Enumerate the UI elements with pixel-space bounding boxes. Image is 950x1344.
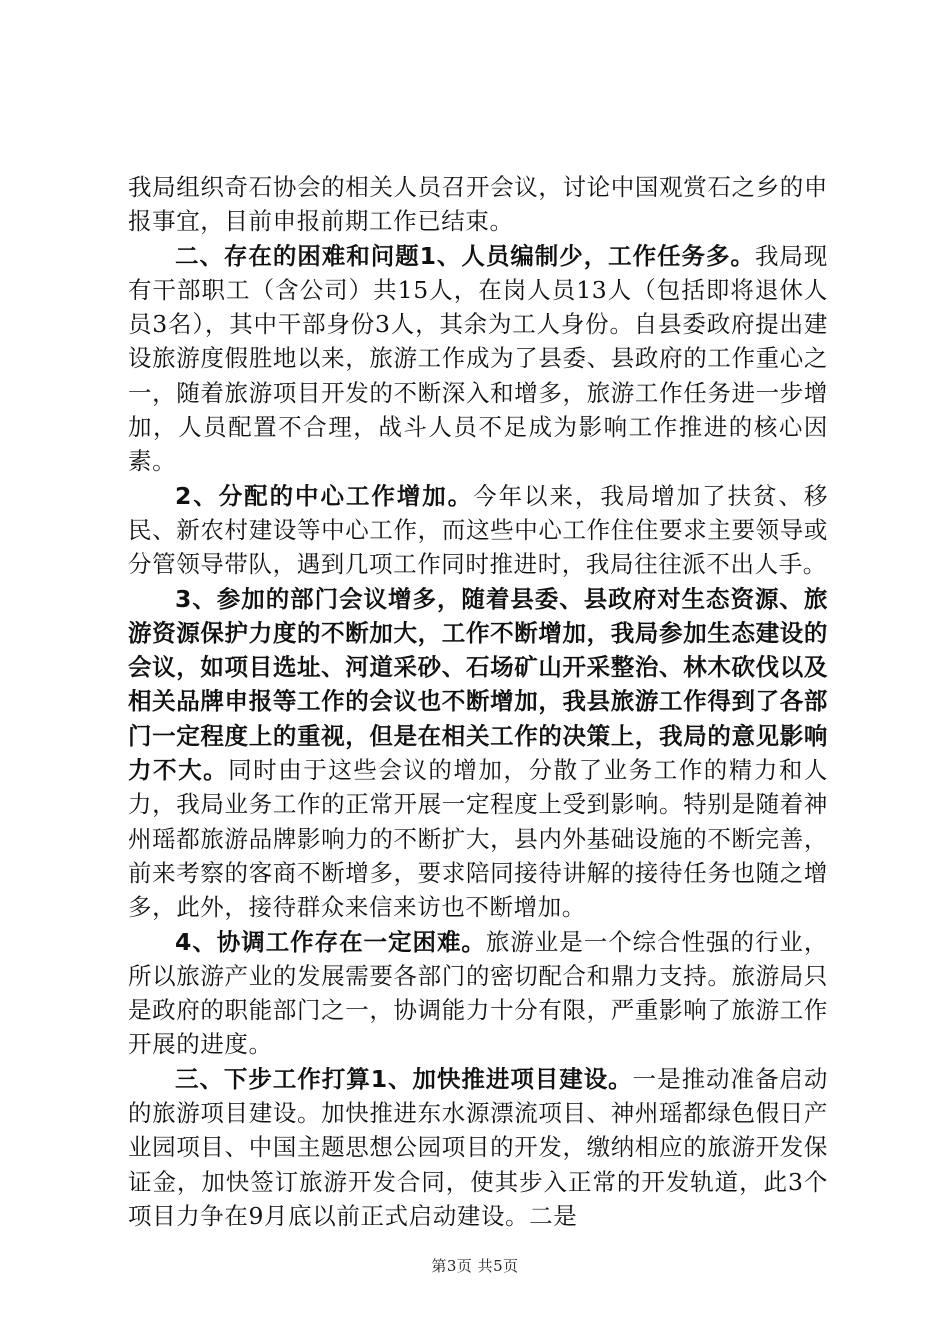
text-run: 我局现有干部职工（含公司）共15人，在岗人员13人（包括即将退休人员3名），其中干部身份3人，其余为工人身份。自县委政府提出建设旅游度假胜地以来，旅游工作成为了县委、县政府的工作重心之一，随着旅游项目开发的不断深入和增多，旅游工作任务进一步增加，人员配置不合理，战斗人员不足成为影响工作推进的核心因素。 xyxy=(128,241,828,476)
paragraph-coordination xyxy=(128,925,828,1062)
text-run: 同时由于这些会议的增加，分散了业务工作的精力和人力，我局业务工作的正常开展一定程度上受到影响。特别是随着神州瑶都旅游品牌影响力的不断扩大，县内外基础设施的不断完善，前来考察的客商不断增多，要求陪同接待讲解的接待任务也随之增多，此外，接待群众来信来访也不断增加。 xyxy=(128,756,828,922)
page-number-footer: 第3页 共5页 xyxy=(431,1257,519,1275)
heading-run: 4、协调工作存在一定困难。 xyxy=(175,927,486,956)
heading-run: 二、存在的困难和问题1、人员编制少，工作任务多。 xyxy=(175,241,755,270)
text-run: 我局组织奇石协会的相关人员召开会议，讨论中国观赏石之乡的申报事宜，目前申报前期工作已结束。 xyxy=(128,173,828,236)
document-body xyxy=(128,170,828,1233)
text-run: 一是推动准备启动的旅游项目建设。加快推进东水源漂流项目、神州瑶都绿色假日产业园项目、中国主题思想公园项目的开发，缴纳相应的旅游开发保证金，加快签订旅游开发合同，使其步入正常的开发轨道，此3个项目力争在9月底以前正式启动建设。二是 xyxy=(128,1064,828,1230)
paragraph-central-work xyxy=(128,479,828,582)
paragraph-next-steps xyxy=(128,1062,828,1233)
text-run: 今年以来，我局增加了扶贫、移民、新农村建设等中心工作，而这些中心工作住住要求主要领导或分管领导带队，遇到几项工作同时推进时，我局往往派不出人手。 xyxy=(128,481,828,579)
text-run: 旅游业是一个综合性强的行业，所以旅游产业的发展需要各部门的密切配合和鼎力支持。旅游局只是政府的职能部门之一，协调能力十分有限，严重影响了旅游工作开展的进度。 xyxy=(128,927,828,1059)
paragraph-meetings xyxy=(128,582,828,925)
paragraph-intro xyxy=(128,170,828,239)
heading-run: 3、参加的部门会议增多，随着县委、县政府对生态资源、旅游资源保护力度的不断加大，工作不断增加，我局参加生态建设的会议，如项目选址、河道采砂、石场矿山开采整治、林木砍伐以及相关品牌申报等工作的会议也不断增加，我县旅游工作得到了各部门一定程度上的重视，但是在相关工作的决策上，我局的意见影响力不大。 xyxy=(128,584,828,785)
heading-run: 三、下步工作打算1、加快推进项目建设。 xyxy=(175,1064,633,1093)
paragraph-difficulties xyxy=(128,239,828,479)
heading-run: 2、分配的中心工作增加。 xyxy=(175,481,474,510)
